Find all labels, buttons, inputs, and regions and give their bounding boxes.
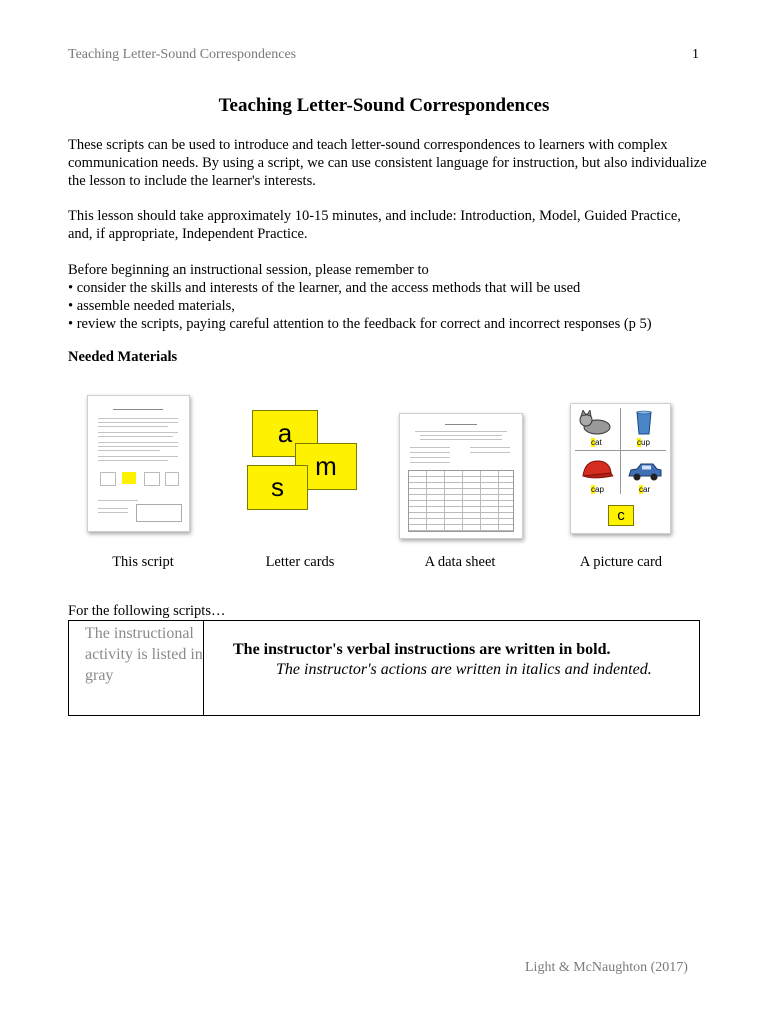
duration-paragraph: This lesson should take approximately 10-15 minutes, and include: Introduction, Model, Guided Practice, and, if appropriate, Independent Practice.: [68, 208, 681, 242]
word-label: cup: [637, 438, 650, 447]
cat-icon: [579, 410, 613, 436]
reminder-lead: Before beginning an instructional session, please remember to: [68, 262, 429, 278]
letter-card: a: [252, 410, 318, 457]
page-number: 1: [692, 47, 699, 62]
car-icon: [627, 462, 663, 482]
materials-heading: Needed Materials: [68, 349, 178, 365]
target-letter-card: c: [608, 505, 634, 526]
footer-citation: Light & McNaughton (2017): [525, 960, 688, 975]
key-gray-text: The instructional activity is listed in gray: [69, 621, 204, 715]
letter-card: s: [247, 465, 308, 510]
material-caption: A data sheet: [424, 554, 496, 570]
word-label: car: [639, 485, 651, 494]
material-caption: Letter cards: [265, 554, 335, 570]
page-title: Teaching Letter-Sound Correspondences: [218, 95, 550, 116]
letter-card: m: [295, 443, 357, 490]
word-label: cat: [591, 438, 602, 447]
formatting-key-table: [68, 620, 700, 716]
key-italic-text: The instructor's actions are written in italics and indented.: [276, 661, 652, 678]
cap-icon: [579, 458, 615, 482]
script-thumbnail-icon: [87, 395, 190, 532]
key-bold-text: The instructor's verbal instructions are written in bold.: [233, 641, 611, 658]
key-lead: For the following scripts…: [68, 603, 226, 619]
reminder-bullet: • consider the skills and interests of the learner, and the access methods that will be used: [68, 280, 581, 296]
running-header: Teaching Letter-Sound Correspondences: [68, 47, 297, 62]
material-caption: A picture card: [579, 554, 663, 570]
reminder-block: [68, 261, 708, 333]
reminder-bullet: • assemble needed materials,: [68, 298, 235, 314]
letter-cards-icon: [247, 410, 357, 510]
cup-icon: [635, 410, 653, 436]
material-caption: This script: [112, 554, 174, 570]
data-sheet-thumbnail-icon: [399, 413, 523, 539]
reminder-bullet: • review the scripts, paying careful attention to the feedback for correct and incorrect responses (p 5): [68, 316, 652, 332]
intro-paragraph: These scripts can be used to introduce and teach letter-sound correspondences to learners with complex communication needs. By using a script, we can use consistent language for instruction, but also individualize the lesson to include the learner's interests.: [68, 137, 707, 189]
picture-card-icon: [570, 403, 671, 534]
word-label: cap: [591, 485, 604, 494]
